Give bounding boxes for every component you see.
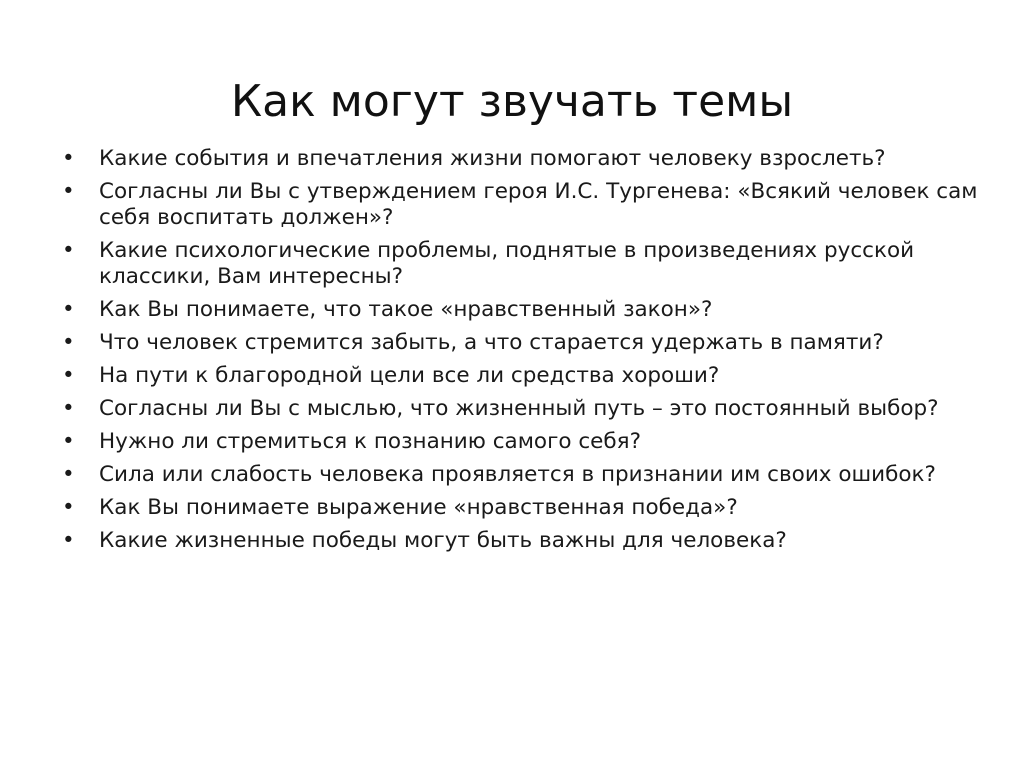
list-item (62, 429, 982, 455)
list-item-text: Как Вы понимаете, что такое «нравственный закон»? (99, 297, 713, 322)
list-item-text: Какие жизненные победы могут быть важны для человека? (99, 528, 787, 553)
bullet-icon: • (62, 396, 75, 421)
list-item-text: Какие психологические проблемы, поднятые в произведениях русской классики, Вам интересны? (99, 238, 915, 289)
bullet-icon: • (62, 238, 75, 263)
bullet-icon: • (62, 462, 75, 487)
list-item (62, 330, 982, 356)
bullet-icon: • (62, 297, 75, 322)
list-item (62, 297, 982, 323)
list-item-text: Согласны ли Вы с мыслью, что жизненный путь – это постоянный выбор? (99, 396, 939, 421)
list-item (62, 363, 982, 389)
list-item-text: Согласны ли Вы с утверждением героя И.С. Тургенева: «Всякий человек сам себя воспитать должен»? (99, 179, 978, 230)
list-item-text: Сила или слабость человека проявляется в признании им своих ошибок? (99, 462, 936, 487)
list-item-text: На пути к благородной цели все ли средства хороши? (99, 363, 720, 388)
topic-list (62, 146, 982, 561)
list-item-text: Нужно ли стремиться к познанию самого себя? (99, 429, 642, 454)
bullet-icon: • (62, 363, 75, 388)
list-item (62, 179, 982, 231)
list-item (62, 238, 982, 290)
list-item-text: Как Вы понимаете выражение «нравственная победа»? (99, 495, 738, 520)
list-item (62, 396, 982, 422)
list-item-text: Что человек стремится забыть, а что старается удержать в памяти? (99, 330, 884, 355)
list-item-text: Какие события и впечатления жизни помогают человеку взрослеть? (99, 146, 886, 171)
bullet-icon: • (62, 495, 75, 520)
list-item (62, 462, 982, 488)
bullet-icon: • (62, 146, 75, 171)
slide-title: Как могут звучать темы (230, 76, 794, 128)
list-item (62, 495, 982, 521)
bullet-icon: • (62, 528, 75, 553)
list-item (62, 146, 982, 172)
list-item (62, 528, 982, 554)
bullet-icon: • (62, 330, 75, 355)
bullet-icon: • (62, 179, 75, 204)
bullet-icon: • (62, 429, 75, 454)
